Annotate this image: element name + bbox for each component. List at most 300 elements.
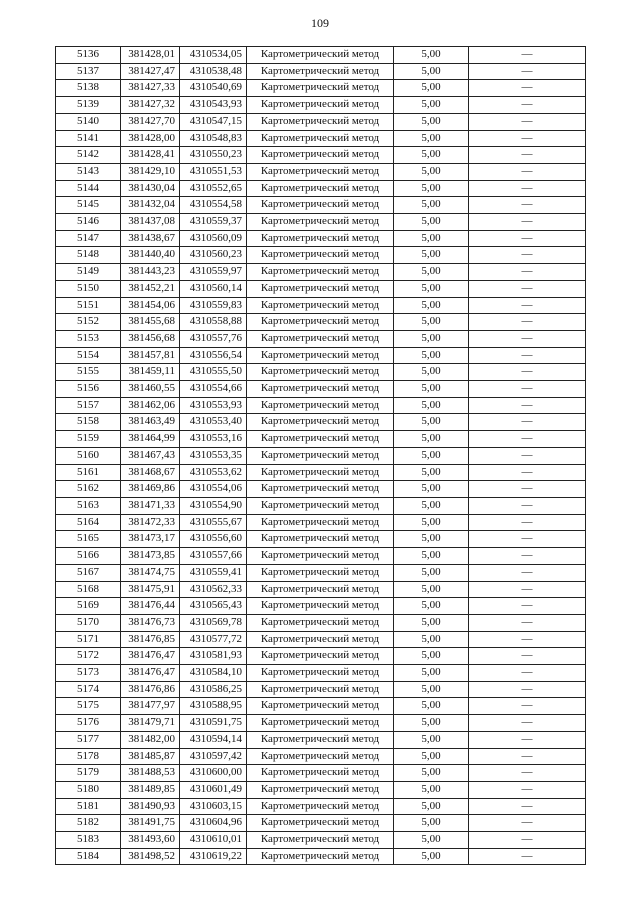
description-cell: —	[469, 631, 586, 648]
description-cell: —	[469, 715, 586, 732]
y-coordinate-cell: 4310554,06	[180, 481, 247, 498]
point-number-cell: 5182	[56, 815, 121, 832]
method-cell: Картометрический метод	[247, 431, 394, 448]
accuracy-cell: 5,00	[394, 848, 469, 865]
y-coordinate-cell: 4310554,58	[180, 197, 247, 214]
y-coordinate-cell: 4310555,67	[180, 514, 247, 531]
y-coordinate-cell: 4310548,83	[180, 130, 247, 147]
method-cell: Картометрический метод	[247, 614, 394, 631]
table-row	[56, 414, 586, 431]
accuracy-cell: 5,00	[394, 548, 469, 565]
point-number-cell: 5165	[56, 531, 121, 548]
description-cell: —	[469, 97, 586, 114]
method-cell: Картометрический метод	[247, 481, 394, 498]
point-number-cell: 5152	[56, 314, 121, 331]
y-coordinate-cell: 4310601,49	[180, 781, 247, 798]
accuracy-cell: 5,00	[394, 280, 469, 297]
table-row	[56, 214, 586, 231]
x-coordinate-cell: 381452,21	[121, 280, 180, 297]
table-row	[56, 564, 586, 581]
accuracy-cell: 5,00	[394, 247, 469, 264]
table-row	[56, 665, 586, 682]
y-coordinate-cell: 4310557,76	[180, 330, 247, 347]
table-row	[56, 631, 586, 648]
point-number-cell: 5172	[56, 648, 121, 665]
accuracy-cell: 5,00	[394, 364, 469, 381]
point-number-cell: 5184	[56, 848, 121, 865]
point-number-cell: 5176	[56, 715, 121, 732]
method-cell: Картометрический метод	[247, 297, 394, 314]
table-row	[56, 832, 586, 849]
method-cell: Картометрический метод	[247, 648, 394, 665]
table-row	[56, 314, 586, 331]
table-row	[56, 97, 586, 114]
table-row	[56, 698, 586, 715]
y-coordinate-cell: 4310619,22	[180, 848, 247, 865]
point-number-cell: 5142	[56, 147, 121, 164]
method-cell: Картометрический метод	[247, 531, 394, 548]
table-row	[56, 180, 586, 197]
method-cell: Картометрический метод	[247, 765, 394, 782]
description-cell: —	[469, 230, 586, 247]
y-coordinate-cell: 4310556,54	[180, 347, 247, 364]
y-coordinate-cell: 4310554,66	[180, 381, 247, 398]
accuracy-cell: 5,00	[394, 163, 469, 180]
y-coordinate-cell: 4310551,53	[180, 163, 247, 180]
point-number-cell: 5166	[56, 548, 121, 565]
table-row	[56, 581, 586, 598]
table-row	[56, 815, 586, 832]
x-coordinate-cell: 381463,49	[121, 414, 180, 431]
method-cell: Картометрический метод	[247, 514, 394, 531]
accuracy-cell: 5,00	[394, 63, 469, 80]
table-row	[56, 798, 586, 815]
accuracy-cell: 5,00	[394, 514, 469, 531]
x-coordinate-cell: 381476,47	[121, 665, 180, 682]
y-coordinate-cell: 4310555,50	[180, 364, 247, 381]
method-cell: Картометрический метод	[247, 264, 394, 281]
table-row	[56, 113, 586, 130]
accuracy-cell: 5,00	[394, 347, 469, 364]
method-cell: Картометрический метод	[247, 163, 394, 180]
description-cell: —	[469, 614, 586, 631]
x-coordinate-cell: 381428,41	[121, 147, 180, 164]
point-number-cell: 5160	[56, 447, 121, 464]
table-row	[56, 381, 586, 398]
table-row	[56, 163, 586, 180]
point-number-cell: 5147	[56, 230, 121, 247]
table-row	[56, 264, 586, 281]
x-coordinate-cell: 381474,75	[121, 564, 180, 581]
accuracy-cell: 5,00	[394, 397, 469, 414]
method-cell: Картометрический метод	[247, 214, 394, 231]
description-cell: —	[469, 180, 586, 197]
y-coordinate-cell: 4310534,05	[180, 47, 247, 64]
point-number-cell: 5153	[56, 330, 121, 347]
y-coordinate-cell: 4310594,14	[180, 731, 247, 748]
x-coordinate-cell: 381427,33	[121, 80, 180, 97]
y-coordinate-cell: 4310557,66	[180, 548, 247, 565]
table-row	[56, 47, 586, 64]
accuracy-cell: 5,00	[394, 798, 469, 815]
method-cell: Картометрический метод	[247, 230, 394, 247]
description-cell: —	[469, 548, 586, 565]
accuracy-cell: 5,00	[394, 564, 469, 581]
x-coordinate-cell: 381440,40	[121, 247, 180, 264]
y-coordinate-cell: 4310552,65	[180, 180, 247, 197]
accuracy-cell: 5,00	[394, 581, 469, 598]
point-number-cell: 5163	[56, 497, 121, 514]
description-cell: —	[469, 531, 586, 548]
accuracy-cell: 5,00	[394, 464, 469, 481]
y-coordinate-cell: 4310565,43	[180, 598, 247, 615]
x-coordinate-cell: 381476,47	[121, 648, 180, 665]
table-row	[56, 63, 586, 80]
table-row	[56, 80, 586, 97]
accuracy-cell: 5,00	[394, 297, 469, 314]
y-coordinate-cell: 4310588,95	[180, 698, 247, 715]
accuracy-cell: 5,00	[394, 765, 469, 782]
description-cell: —	[469, 748, 586, 765]
table-row	[56, 548, 586, 565]
y-coordinate-cell: 4310610,01	[180, 832, 247, 849]
x-coordinate-cell: 381464,99	[121, 431, 180, 448]
description-cell: —	[469, 431, 586, 448]
method-cell: Картометрический метод	[247, 698, 394, 715]
y-coordinate-cell: 4310553,16	[180, 431, 247, 448]
description-cell: —	[469, 447, 586, 464]
point-number-cell: 5179	[56, 765, 121, 782]
point-number-cell: 5174	[56, 681, 121, 698]
method-cell: Картометрический метод	[247, 781, 394, 798]
point-number-cell: 5170	[56, 614, 121, 631]
table-row	[56, 431, 586, 448]
y-coordinate-cell: 4310550,23	[180, 147, 247, 164]
method-cell: Картометрический метод	[247, 815, 394, 832]
accuracy-cell: 5,00	[394, 614, 469, 631]
table-row	[56, 848, 586, 865]
description-cell: —	[469, 364, 586, 381]
accuracy-cell: 5,00	[394, 531, 469, 548]
page-number: 109	[311, 16, 329, 30]
y-coordinate-cell: 4310569,78	[180, 614, 247, 631]
description-cell: —	[469, 765, 586, 782]
accuracy-cell: 5,00	[394, 832, 469, 849]
y-coordinate-cell: 4310553,93	[180, 397, 247, 414]
description-cell: —	[469, 397, 586, 414]
accuracy-cell: 5,00	[394, 731, 469, 748]
x-coordinate-cell: 381476,85	[121, 631, 180, 648]
point-number-cell: 5146	[56, 214, 121, 231]
method-cell: Картометрический метод	[247, 598, 394, 615]
y-coordinate-cell: 4310540,69	[180, 80, 247, 97]
table-row	[56, 280, 586, 297]
description-cell: —	[469, 648, 586, 665]
table-row	[56, 648, 586, 665]
description-cell: —	[469, 147, 586, 164]
x-coordinate-cell: 381482,00	[121, 731, 180, 748]
accuracy-cell: 5,00	[394, 197, 469, 214]
point-number-cell: 5171	[56, 631, 121, 648]
method-cell: Картометрический метод	[247, 748, 394, 765]
point-number-cell: 5155	[56, 364, 121, 381]
method-cell: Картометрический метод	[247, 364, 394, 381]
table-body	[56, 47, 586, 865]
table-row	[56, 464, 586, 481]
x-coordinate-cell: 381476,86	[121, 681, 180, 698]
method-cell: Картометрический метод	[247, 47, 394, 64]
description-cell: —	[469, 698, 586, 715]
method-cell: Картометрический метод	[247, 314, 394, 331]
y-coordinate-cell: 4310603,15	[180, 798, 247, 815]
point-number-cell: 5167	[56, 564, 121, 581]
method-cell: Картометрический метод	[247, 631, 394, 648]
x-coordinate-cell: 381443,23	[121, 264, 180, 281]
method-cell: Картометрический метод	[247, 798, 394, 815]
method-cell: Картометрический метод	[247, 848, 394, 865]
description-cell: —	[469, 330, 586, 347]
point-number-cell: 5140	[56, 113, 121, 130]
point-number-cell: 5141	[56, 130, 121, 147]
point-number-cell: 5180	[56, 781, 121, 798]
y-coordinate-cell: 4310556,60	[180, 531, 247, 548]
description-cell: —	[469, 130, 586, 147]
description-cell: —	[469, 481, 586, 498]
accuracy-cell: 5,00	[394, 214, 469, 231]
description-cell: —	[469, 815, 586, 832]
accuracy-cell: 5,00	[394, 665, 469, 682]
y-coordinate-cell: 4310597,42	[180, 748, 247, 765]
accuracy-cell: 5,00	[394, 97, 469, 114]
x-coordinate-cell: 381427,32	[121, 97, 180, 114]
x-coordinate-cell: 381429,10	[121, 163, 180, 180]
y-coordinate-cell: 4310553,62	[180, 464, 247, 481]
method-cell: Картометрический метод	[247, 447, 394, 464]
accuracy-cell: 5,00	[394, 648, 469, 665]
x-coordinate-cell: 381427,70	[121, 113, 180, 130]
method-cell: Картометрический метод	[247, 581, 394, 598]
point-number-cell: 5150	[56, 280, 121, 297]
y-coordinate-cell: 4310560,14	[180, 280, 247, 297]
y-coordinate-cell: 4310591,75	[180, 715, 247, 732]
method-cell: Картометрический метод	[247, 681, 394, 698]
accuracy-cell: 5,00	[394, 598, 469, 615]
method-cell: Картометрический метод	[247, 715, 394, 732]
y-coordinate-cell: 4310553,35	[180, 447, 247, 464]
description-cell: —	[469, 80, 586, 97]
y-coordinate-cell: 4310581,93	[180, 648, 247, 665]
x-coordinate-cell: 381489,85	[121, 781, 180, 798]
table-row	[56, 364, 586, 381]
point-number-cell: 5151	[56, 297, 121, 314]
accuracy-cell: 5,00	[394, 631, 469, 648]
x-coordinate-cell: 381498,52	[121, 848, 180, 865]
x-coordinate-cell: 381493,60	[121, 832, 180, 849]
description-cell: —	[469, 832, 586, 849]
description-cell: —	[469, 247, 586, 264]
x-coordinate-cell: 381473,17	[121, 531, 180, 548]
point-number-cell: 5145	[56, 197, 121, 214]
x-coordinate-cell: 381455,68	[121, 314, 180, 331]
point-number-cell: 5156	[56, 381, 121, 398]
point-number-cell: 5157	[56, 397, 121, 414]
x-coordinate-cell: 381473,85	[121, 548, 180, 565]
accuracy-cell: 5,00	[394, 414, 469, 431]
accuracy-cell: 5,00	[394, 381, 469, 398]
table-row	[56, 497, 586, 514]
table-row	[56, 330, 586, 347]
description-cell: —	[469, 665, 586, 682]
point-number-cell: 5173	[56, 665, 121, 682]
table-row	[56, 230, 586, 247]
accuracy-cell: 5,00	[394, 80, 469, 97]
accuracy-cell: 5,00	[394, 314, 469, 331]
accuracy-cell: 5,00	[394, 264, 469, 281]
x-coordinate-cell: 381475,91	[121, 581, 180, 598]
table-row	[56, 347, 586, 364]
description-cell: —	[469, 113, 586, 130]
accuracy-cell: 5,00	[394, 681, 469, 698]
description-cell: —	[469, 214, 586, 231]
point-number-cell: 5154	[56, 347, 121, 364]
point-number-cell: 5136	[56, 47, 121, 64]
accuracy-cell: 5,00	[394, 47, 469, 64]
method-cell: Картометрический метод	[247, 832, 394, 849]
method-cell: Картометрический метод	[247, 80, 394, 97]
y-coordinate-cell: 4310558,88	[180, 314, 247, 331]
description-cell: —	[469, 280, 586, 297]
x-coordinate-cell: 381454,06	[121, 297, 180, 314]
point-number-cell: 5158	[56, 414, 121, 431]
accuracy-cell: 5,00	[394, 431, 469, 448]
method-cell: Картометрический метод	[247, 197, 394, 214]
point-number-cell: 5181	[56, 798, 121, 815]
x-coordinate-cell: 381432,04	[121, 197, 180, 214]
coordinates-table	[55, 46, 586, 865]
method-cell: Картометрический метод	[247, 414, 394, 431]
accuracy-cell: 5,00	[394, 180, 469, 197]
x-coordinate-cell: 381428,00	[121, 130, 180, 147]
description-cell: —	[469, 264, 586, 281]
accuracy-cell: 5,00	[394, 481, 469, 498]
x-coordinate-cell: 381457,81	[121, 347, 180, 364]
table-row	[56, 715, 586, 732]
y-coordinate-cell: 4310560,09	[180, 230, 247, 247]
x-coordinate-cell: 381477,97	[121, 698, 180, 715]
description-cell: —	[469, 781, 586, 798]
method-cell: Картометрический метод	[247, 381, 394, 398]
y-coordinate-cell: 4310560,23	[180, 247, 247, 264]
point-number-cell: 5164	[56, 514, 121, 531]
x-coordinate-cell: 381427,47	[121, 63, 180, 80]
description-cell: —	[469, 297, 586, 314]
table-row	[56, 731, 586, 748]
method-cell: Картометрический метод	[247, 180, 394, 197]
y-coordinate-cell: 4310543,93	[180, 97, 247, 114]
table-row	[56, 247, 586, 264]
point-number-cell: 5177	[56, 731, 121, 748]
x-coordinate-cell: 381437,08	[121, 214, 180, 231]
x-coordinate-cell: 381479,71	[121, 715, 180, 732]
description-cell: —	[469, 381, 586, 398]
description-cell: —	[469, 47, 586, 64]
point-number-cell: 5178	[56, 748, 121, 765]
accuracy-cell: 5,00	[394, 230, 469, 247]
x-coordinate-cell: 381438,67	[121, 230, 180, 247]
x-coordinate-cell: 381472,33	[121, 514, 180, 531]
accuracy-cell: 5,00	[394, 330, 469, 347]
accuracy-cell: 5,00	[394, 781, 469, 798]
accuracy-cell: 5,00	[394, 815, 469, 832]
table-row	[56, 765, 586, 782]
description-cell: —	[469, 514, 586, 531]
x-coordinate-cell: 381456,68	[121, 330, 180, 347]
table-row	[56, 197, 586, 214]
x-coordinate-cell: 381459,11	[121, 364, 180, 381]
accuracy-cell: 5,00	[394, 147, 469, 164]
point-number-cell: 5148	[56, 247, 121, 264]
description-cell: —	[469, 163, 586, 180]
accuracy-cell: 5,00	[394, 715, 469, 732]
method-cell: Картометрический метод	[247, 548, 394, 565]
point-number-cell: 5144	[56, 180, 121, 197]
description-cell: —	[469, 497, 586, 514]
table-row	[56, 397, 586, 414]
method-cell: Картометрический метод	[247, 130, 394, 147]
table-row	[56, 481, 586, 498]
point-number-cell: 5169	[56, 598, 121, 615]
x-coordinate-cell: 381430,04	[121, 180, 180, 197]
point-number-cell: 5183	[56, 832, 121, 849]
y-coordinate-cell: 4310562,33	[180, 581, 247, 598]
description-cell: —	[469, 681, 586, 698]
y-coordinate-cell: 4310600,00	[180, 765, 247, 782]
table-row	[56, 781, 586, 798]
description-cell: —	[469, 314, 586, 331]
description-cell: —	[469, 848, 586, 865]
y-coordinate-cell: 4310538,48	[180, 63, 247, 80]
description-cell: —	[469, 414, 586, 431]
table-row	[56, 614, 586, 631]
method-cell: Картометрический метод	[247, 147, 394, 164]
description-cell: —	[469, 197, 586, 214]
y-coordinate-cell: 4310559,41	[180, 564, 247, 581]
table-row	[56, 598, 586, 615]
accuracy-cell: 5,00	[394, 113, 469, 130]
y-coordinate-cell: 4310559,83	[180, 297, 247, 314]
description-cell: —	[469, 63, 586, 80]
table-row	[56, 681, 586, 698]
x-coordinate-cell: 381491,75	[121, 815, 180, 832]
method-cell: Картометрический метод	[247, 564, 394, 581]
accuracy-cell: 5,00	[394, 698, 469, 715]
method-cell: Картометрический метод	[247, 347, 394, 364]
method-cell: Картометрический метод	[247, 464, 394, 481]
accuracy-cell: 5,00	[394, 130, 469, 147]
table-row	[56, 514, 586, 531]
method-cell: Картометрический метод	[247, 280, 394, 297]
method-cell: Картометрический метод	[247, 247, 394, 264]
x-coordinate-cell: 381428,01	[121, 47, 180, 64]
y-coordinate-cell: 4310554,90	[180, 497, 247, 514]
table-row	[56, 447, 586, 464]
description-cell: —	[469, 598, 586, 615]
table-row	[56, 297, 586, 314]
point-number-cell: 5138	[56, 80, 121, 97]
point-number-cell: 5139	[56, 97, 121, 114]
method-cell: Картометрический метод	[247, 113, 394, 130]
table-row	[56, 147, 586, 164]
